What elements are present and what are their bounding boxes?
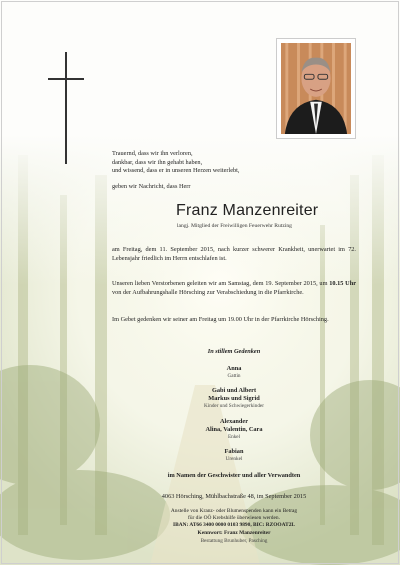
undertaker: Bestattung Brunhuber, Pasching xyxy=(200,537,268,544)
death-notice-paragraph: am Freitag, dem 11. September 2015, nach kurzer schwerer Krankheit, unerwartet im 72. Lebensjahr friedlich im Herrn entschlafen ist. xyxy=(112,246,356,262)
poem-line: und wissend, dass er in unseren Herzen weiterlebt, xyxy=(112,167,240,175)
mourner-name: Fabian xyxy=(224,448,244,455)
mourner-role: Urenkel xyxy=(225,456,243,462)
cross-icon xyxy=(48,52,84,164)
donation-keyword: Kennwort: Franz Manzenreiter xyxy=(197,529,271,536)
mourner-name: Gabi und Albert xyxy=(211,387,257,394)
donation-line: für die OÖ Krebshilfe überwiesen werden. xyxy=(188,515,280,522)
mourner-role: Gattin xyxy=(227,373,241,379)
mourner-group xyxy=(112,365,356,380)
mourner-name: Alexander xyxy=(220,418,248,425)
mourner-name: Alina, Valentin, Cara xyxy=(205,426,263,433)
mourner-group xyxy=(112,418,356,441)
portrait-photo xyxy=(276,38,356,139)
bank-details: IBAN: AT66 3400 0000 0103 9890, BIC: RZOOAT2L xyxy=(173,522,295,529)
mourner-name: Anna xyxy=(226,365,242,372)
mourner-group xyxy=(112,448,356,463)
address-line: 4063 Hörsching, Mühlbachstraße 48, im September 2015 xyxy=(161,493,307,500)
mourner-role: Kinder und Schwiegerkinder xyxy=(204,403,264,409)
poem xyxy=(112,150,332,176)
prayer-paragraph: Im Gebet gedenken wir seiner am Freitag um 19.00 Uhr in der Pfarrkirche Hörsching. xyxy=(112,316,329,323)
mourners-heading: In stillem Gedenken xyxy=(207,348,261,355)
intro-text: geben wir Nachricht, dass Herr xyxy=(112,183,191,190)
deceased-name: Franz Manzenreiter xyxy=(176,202,319,219)
mourner-group xyxy=(112,387,356,410)
closing-line: im Namen der Geschwister und aller Verwandten xyxy=(167,472,301,479)
poem-line: dankbar, dass wir ihn gehabt haben, xyxy=(112,158,203,166)
mourner-role: Enkel xyxy=(227,434,241,440)
donation-note xyxy=(112,508,356,545)
membership-note: langj. Mitglied der Freiwilligen Feuerwehr Rutzing xyxy=(177,223,292,229)
donation-line: Anstelle von Kranz- oder Blumenspenden kann ein Betrag xyxy=(170,508,298,514)
poem-line: Trauernd, dass wir ihn verloren, xyxy=(112,150,193,157)
funeral-paragraph: Unseren lieben Verstorbenen geleiten wir am Samstag, dem 19. September 2015, um 10.15 Uhr von der Aufbahrungshalle Hörsching zur Verabschiedung in die Pfarrkirche. xyxy=(112,280,356,296)
mourner-name: Markus und Sigrid xyxy=(208,395,260,402)
